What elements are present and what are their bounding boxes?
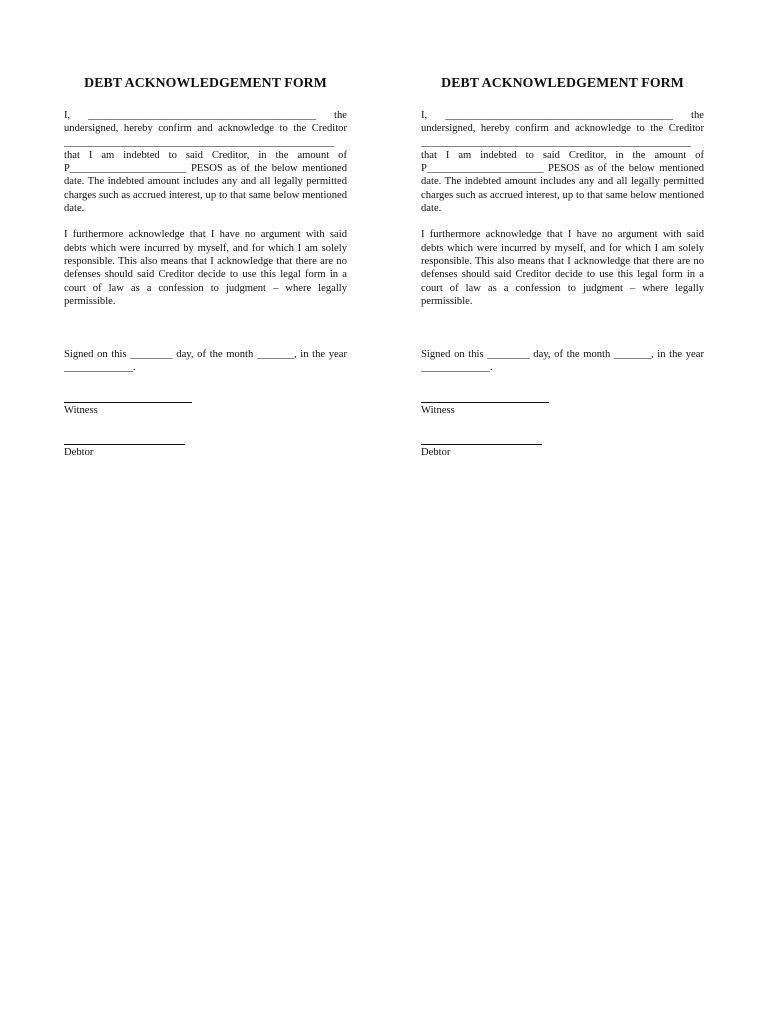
witness-block [421, 402, 704, 417]
acknowledgement-paragraph: I furthermore acknowledge that I have no argument with said debts which were incurred by myself, and for which I am solely responsible. This also means that I acknowledge that there are no defenses should said Creditor decide to use this legal form in a court of law as a confession to judgment – where legally permissible. [64, 229, 347, 307]
debt-form-left [64, 74, 347, 459]
witness-label: Witness [421, 404, 455, 416]
debtor-signature-line [64, 444, 185, 445]
form-title: DEBT ACKNOWLEDGEMENT FORM [84, 75, 327, 90]
signed-on-line: Signed on this ________ day, of the month _______, in the year _____________. [421, 349, 704, 374]
witness-label: Witness [64, 404, 98, 416]
acknowledgement-paragraph: I furthermore acknowledge that I have no argument with said debts which were incurred by myself, and for which I am solely responsible. This also means that I acknowledge that there are no defenses should said Creditor decide to use this legal form in a court of law as a confession to judgment – where legally permissible. [421, 229, 704, 307]
debt-form-right [421, 74, 704, 459]
debtor-signature-line [421, 444, 542, 445]
signed-on-line: Signed on this ________ day, of the month _______, in the year _____________. [64, 349, 347, 374]
witness-block [64, 402, 347, 417]
witness-signature-line [64, 402, 192, 403]
form-title: DEBT ACKNOWLEDGEMENT FORM [441, 75, 684, 90]
witness-signature-line [421, 402, 549, 403]
debtor-label: Debtor [421, 447, 451, 459]
confirmation-paragraph: I, ___________________________________________ the undersigned, hereby confirm and acknowledge to the Creditor ___________________________________________________ that I am indebted to said Creditor, in the amount of P______________________ PESOS as of the below mentioned date. The indebted amount includes any and all legally permitted charges such as accrued interest, up to that same below mentioned date. [64, 110, 347, 215]
debtor-block [421, 444, 704, 459]
confirmation-paragraph: I, ___________________________________________ the undersigned, hereby confirm and acknowledge to the Creditor ___________________________________________________ that I am indebted to said Creditor, in the amount of P______________________ PESOS as of the below mentioned date. The indebted amount includes any and all legally permitted charges such as accrued interest, up to that same below mentioned date. [421, 110, 704, 215]
debtor-label: Debtor [64, 447, 94, 459]
debtor-block [64, 444, 347, 459]
